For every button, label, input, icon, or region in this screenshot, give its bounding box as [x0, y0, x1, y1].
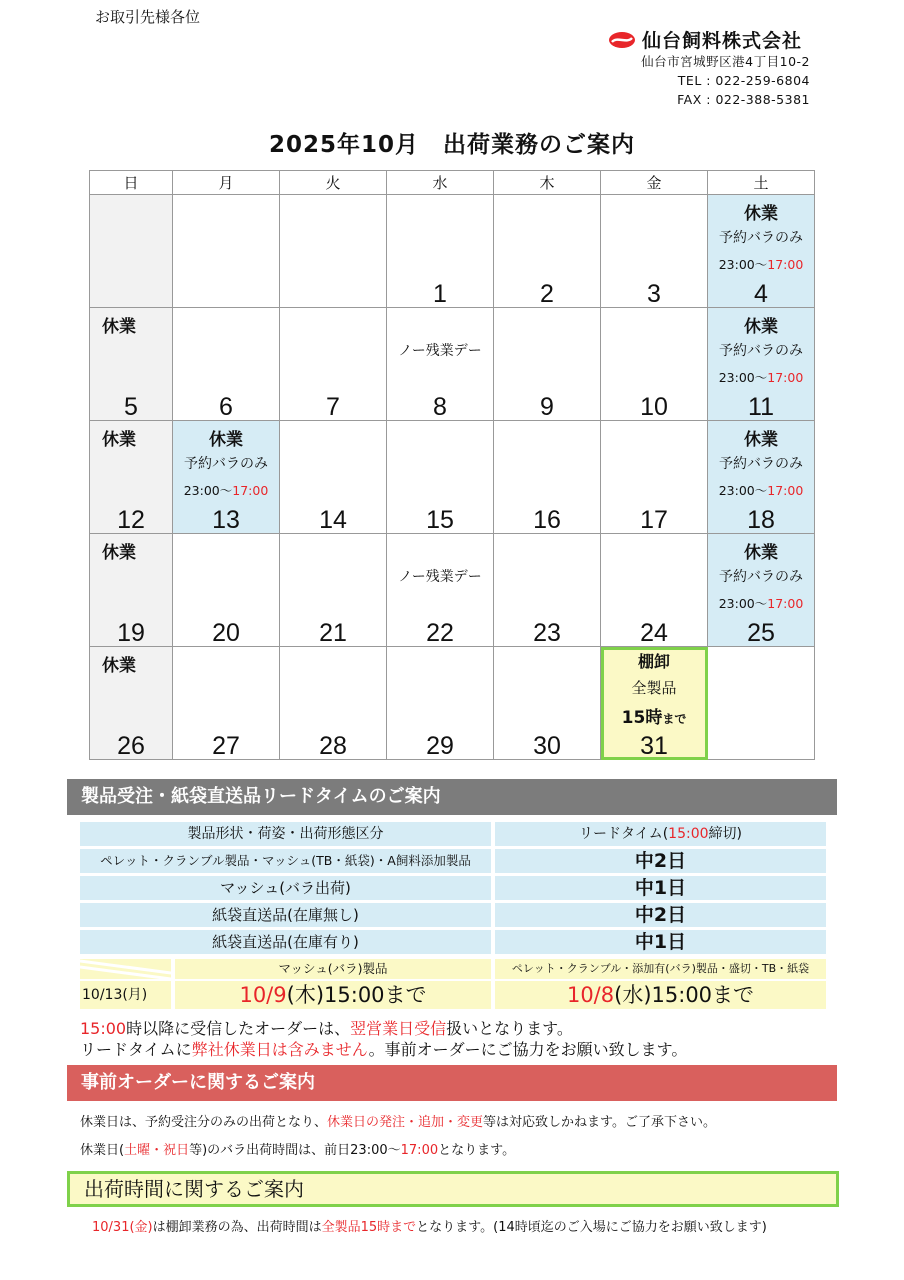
col2-text: リードタイム(	[578, 826, 669, 842]
week-row	[90, 308, 815, 421]
example-header-row	[80, 959, 826, 979]
weekday-sun: 日	[90, 171, 173, 195]
day-cell	[494, 534, 601, 647]
day-number: 21	[319, 619, 347, 647]
leadtime-example	[80, 959, 826, 1009]
advance-order-heading: 事前オーダーに関するご案内	[67, 1065, 837, 1101]
company-tel: TEL : 022-259-6804	[677, 73, 810, 88]
inventory-time-value: 15時	[621, 708, 663, 728]
weekday-row	[90, 171, 815, 195]
time-start: 23:00～	[718, 370, 768, 385]
day-cell	[280, 308, 387, 421]
salutation: お取引先様各位	[95, 8, 201, 26]
day-cell-holiday	[708, 308, 815, 421]
day-number: 4	[754, 280, 768, 308]
inventory-time-suffix: まで	[662, 712, 687, 726]
note-text: 休業日(	[80, 1143, 125, 1158]
time-end: 17:00	[232, 483, 269, 498]
time-end: 17:00	[767, 370, 804, 385]
example-date: 10/13(月)	[80, 981, 171, 1009]
time-start: 23:00～	[718, 483, 768, 498]
table-row	[80, 876, 826, 900]
day-number: 27	[212, 732, 240, 760]
weekday-fri: 金	[601, 171, 708, 195]
note-text: 休業日は、予約受注分のみの出荷となり、	[80, 1115, 328, 1130]
example-corner	[80, 959, 171, 979]
reserve-label: 予約バラのみ	[719, 230, 803, 246]
holiday-label: 休業	[102, 430, 136, 450]
col2-text-end: 締切)	[708, 826, 742, 842]
note-text: リードタイムに	[80, 1040, 192, 1059]
day-number: 25	[747, 619, 775, 647]
holiday-label: 休業	[744, 317, 778, 337]
mash-weekday: (木)	[286, 983, 325, 1007]
day-number: 11	[748, 393, 774, 421]
holiday-label: 休業	[209, 430, 243, 450]
day-number: 17	[640, 506, 668, 534]
note-emphasis: 全製品15時まで	[321, 1220, 417, 1235]
pellet-time: 15:00まで	[651, 983, 755, 1007]
day-number: 14	[319, 506, 347, 534]
leadtime-value: 中1日	[495, 930, 826, 954]
note-text-end: 扱いとなります。	[446, 1019, 573, 1038]
reserve-label: 予約バラのみ	[719, 569, 803, 585]
day-cell-empty	[708, 647, 815, 760]
day-number: 13	[212, 506, 240, 534]
day-number: 28	[319, 732, 347, 760]
day-number: 6	[219, 393, 233, 421]
day-cell	[494, 647, 601, 760]
mash-date: 10/9	[239, 983, 287, 1007]
day-number: 18	[747, 506, 775, 534]
day-cell	[601, 308, 708, 421]
leadtime-table	[80, 822, 826, 957]
example-pellet-deadline	[495, 981, 826, 1009]
pellet-date: 10/8	[566, 983, 615, 1007]
week-row	[90, 421, 815, 534]
note-emphasis: 翌営業日受信	[350, 1019, 447, 1038]
weekday-wed: 水	[387, 171, 494, 195]
table-row	[80, 903, 826, 927]
day-number: 7	[326, 393, 340, 421]
day-cell	[173, 534, 280, 647]
time-end: 17:00	[767, 596, 804, 611]
week-row	[90, 534, 815, 647]
day-cell-inventory	[601, 647, 708, 760]
holiday-label: 休業	[744, 543, 778, 563]
week-row	[90, 647, 815, 760]
reserve-label: 予約バラのみ	[184, 456, 268, 472]
calendar	[89, 170, 815, 760]
day-cell	[280, 534, 387, 647]
advance-note-1	[80, 1111, 716, 1130]
day-number: 30	[533, 732, 561, 760]
time-start: 23:00～	[718, 596, 768, 611]
day-cell	[387, 534, 494, 647]
no-overtime-label: ノー残業デー	[398, 569, 482, 585]
note-text-end: 。事前オーダーにご協力をお願い致します。	[368, 1040, 688, 1059]
reserve-time	[708, 368, 814, 386]
time-end: 17:00	[767, 257, 804, 272]
day-cell	[280, 421, 387, 534]
note-text-end: となります。(14時頃迄のご入場にご協力をお願い致します)	[416, 1220, 767, 1235]
day-cell-holiday	[90, 421, 173, 534]
col2-deadline: 15:00	[668, 826, 709, 842]
weekday-mon: 月	[173, 171, 280, 195]
note-emphasis: 休業日の発注・追加・変更	[327, 1115, 484, 1130]
day-cell	[173, 308, 280, 421]
day-cell-holiday	[708, 421, 815, 534]
day-number: 19	[117, 619, 145, 647]
no-overtime-label: ノー残業デー	[398, 343, 482, 359]
mash-time: 15:00まで	[324, 983, 427, 1007]
leadtime-kind: 紙袋直送品(在庫無し)	[80, 903, 491, 927]
leadtime-note-1	[80, 1016, 573, 1039]
time-start: 23:00～	[183, 483, 233, 498]
example-pellet-head: ペレット・クランブル・添加有(バラ)製品・盛切・TB・紙袋	[495, 959, 826, 979]
reserve-time	[708, 255, 814, 273]
day-number: 5	[124, 393, 138, 421]
reserve-time	[173, 481, 279, 499]
inventory-label: 棚卸	[637, 652, 670, 671]
note-time: 15:00	[80, 1019, 127, 1038]
day-cell	[601, 534, 708, 647]
day-number: 10	[640, 393, 668, 421]
reserve-label: 予約バラのみ	[719, 456, 803, 472]
day-cell-holiday	[173, 421, 280, 534]
example-mash-head: マッシュ(バラ)製品	[175, 959, 491, 979]
note-text-end: となります。	[438, 1143, 516, 1158]
time-start: 23:00～	[718, 257, 768, 272]
day-cell-empty	[280, 195, 387, 308]
day-cell-empty	[173, 195, 280, 308]
company-logo	[608, 26, 802, 53]
day-number: 12	[117, 506, 145, 534]
company-fax: FAX : 022-388-5381	[677, 92, 810, 107]
table-row	[80, 849, 826, 873]
day-cell	[387, 421, 494, 534]
day-cell-holiday	[708, 195, 815, 308]
weekday-tue: 火	[280, 171, 387, 195]
day-number: 23	[533, 619, 561, 647]
day-number: 2	[540, 280, 554, 308]
day-number: 29	[426, 732, 454, 760]
day-cell	[494, 195, 601, 308]
day-number: 22	[426, 619, 454, 647]
day-cell-empty	[90, 195, 173, 308]
day-cell-holiday	[708, 534, 815, 647]
leadtime-value: 中2日	[495, 849, 826, 873]
day-cell	[387, 308, 494, 421]
leadtime-col2-header	[495, 822, 826, 846]
leadtime-col1-header: 製品形状・荷姿・出荷形態区分	[80, 822, 491, 846]
leadtime-kind: 紙袋直送品(在庫有り)	[80, 930, 491, 954]
diagonal-lines-icon	[80, 959, 171, 979]
day-number: 1	[433, 280, 447, 308]
day-cell	[601, 421, 708, 534]
inventory-sub: 全製品	[631, 679, 677, 697]
holiday-label: 休業	[102, 317, 136, 337]
table-row	[80, 930, 826, 954]
day-number: 31	[640, 732, 668, 760]
page-title: 2025年10月 出荷業務のご案内	[268, 132, 636, 158]
day-cell-holiday	[90, 647, 173, 760]
leadtime-header-row	[80, 822, 826, 846]
holiday-label: 休業	[102, 656, 136, 676]
day-cell-holiday	[90, 534, 173, 647]
weekday-thu: 木	[494, 171, 601, 195]
leadtime-kind: マッシュ(バラ出荷)	[80, 876, 491, 900]
day-cell	[173, 647, 280, 760]
note-emphasis: 土曜・祝日	[124, 1143, 190, 1158]
company-logo-icon	[608, 31, 636, 49]
note-text: は棚卸業務の為、出荷時間は	[152, 1220, 322, 1235]
leadtime-kind: ペレット・クランブル製品・マッシュ(TB・紙袋)・A飼料添加製品	[80, 849, 491, 873]
inventory-time	[601, 703, 707, 728]
day-cell-holiday	[90, 308, 173, 421]
day-number: 9	[540, 393, 554, 421]
day-number: 3	[647, 280, 661, 308]
weekday-sat: 土	[708, 171, 815, 195]
shipping-heading: 出荷時間に関するご案内	[67, 1171, 839, 1207]
reserve-time	[708, 481, 814, 499]
company-address: 仙台市宮城野区港4丁目10-2	[641, 54, 810, 69]
example-value-row	[80, 981, 826, 1009]
note-text-end: 等は対応致しかねます。ご了承下さい。	[483, 1115, 716, 1130]
note-time: 17:00	[400, 1143, 439, 1158]
day-number: 8	[433, 393, 447, 421]
day-cell	[387, 647, 494, 760]
company-name: 仙台飼料株式会社	[642, 30, 803, 52]
week-row	[90, 195, 815, 308]
time-end: 17:00	[767, 483, 804, 498]
day-number: 15	[426, 506, 454, 534]
holiday-label: 休業	[744, 430, 778, 450]
pellet-weekday: (水)	[614, 983, 652, 1007]
leadtime-heading: 製品受注・紙袋直送品リードタイムのご案内	[67, 779, 837, 815]
day-number: 24	[640, 619, 668, 647]
reserve-label: 予約バラのみ	[719, 343, 803, 359]
day-cell	[387, 195, 494, 308]
shipping-note	[92, 1216, 767, 1235]
day-number: 20	[212, 619, 240, 647]
day-cell	[280, 647, 387, 760]
leadtime-value: 中1日	[495, 876, 826, 900]
holiday-label: 休業	[744, 204, 778, 224]
example-mash-deadline	[175, 981, 491, 1009]
day-number: 16	[533, 506, 561, 534]
note-text: 時以降に受信したオーダーは、	[126, 1019, 351, 1038]
day-cell	[494, 308, 601, 421]
leadtime-note-2	[80, 1037, 687, 1060]
note-text: 等)のバラ出荷時間は、前日23:00～	[189, 1143, 401, 1158]
day-cell	[601, 195, 708, 308]
day-number: 26	[117, 732, 145, 760]
leadtime-value: 中2日	[495, 903, 826, 927]
note-date: 10/31(金)	[92, 1220, 153, 1235]
reserve-time	[708, 594, 814, 612]
note-emphasis: 弊社休業日は含みません	[191, 1040, 369, 1059]
holiday-label: 休業	[102, 543, 136, 563]
day-cell	[494, 421, 601, 534]
advance-note-2	[80, 1139, 515, 1158]
